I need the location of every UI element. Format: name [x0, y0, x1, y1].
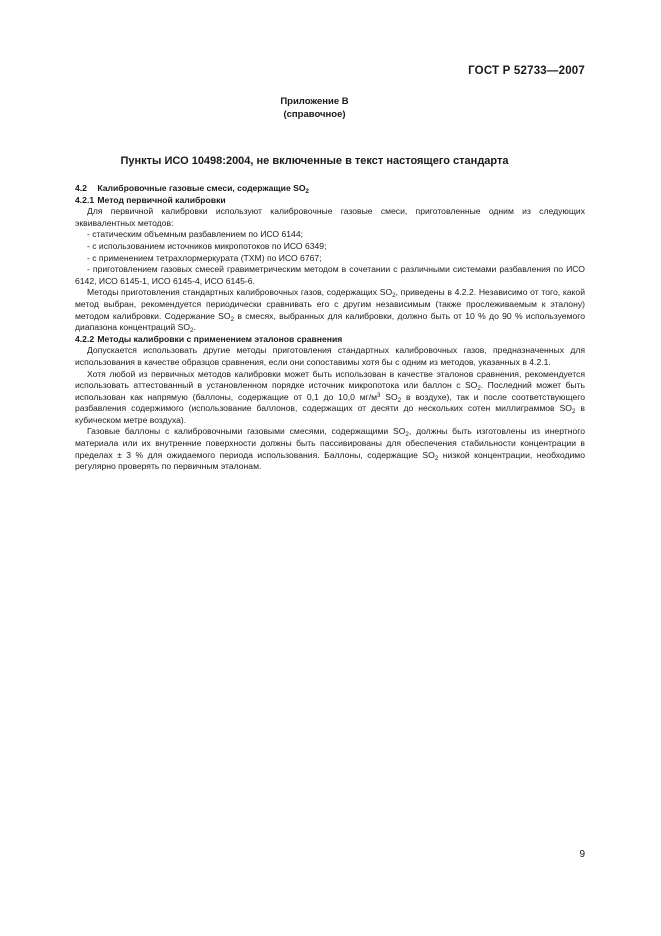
- appendix-title: Приложение В: [280, 96, 349, 107]
- section-heading-4-2: [75, 183, 585, 195]
- paragraph-gas-cylinders: [75, 426, 585, 472]
- page-number: 9: [579, 849, 585, 860]
- paragraph-methods: [75, 287, 585, 333]
- subscript: 2: [434, 454, 439, 462]
- section-heading-4-2-1: [75, 195, 585, 207]
- section-heading-4-2-2: [75, 334, 585, 346]
- document-title: Пункты ИСО 10498:2004, не включенные в текст настоящего стандарта: [120, 155, 509, 167]
- section-title: Метод первичной калибровки: [97, 194, 226, 205]
- text-run: . Последний может быть использован как напрямую (баллоны, содержащие от 0,1 до 10,0 мг/м: [75, 380, 585, 402]
- list-item: - статическим объемным разбавлением по ИСО 6144;: [87, 229, 304, 240]
- section-title: Калибровочные газовые смеси, содержащие SO: [97, 183, 306, 193]
- text-run: в кубическом метре воздуха).: [75, 403, 585, 425]
- text-run: Хотя любой из первичных методов калибровки может быть использован в качестве эталонов сравнения, рекомендуется использовать аттестованный в установленном порядке источник микропотока или баллон с SO: [75, 368, 585, 391]
- paragraph-other-methods: Допускается использовать другие методы приготовления стандартных калибровочных газов, предназначенных для использования в качестве образцов сравнения, если они сопоставимы хотя бы с одним из методов, указанных в 4.2.1.: [75, 345, 585, 367]
- text-run: Газовые баллоны с калибровочными газовыми смесями, содержащими SO: [87, 426, 406, 437]
- subscript: 2: [397, 396, 402, 404]
- subscript: 2: [572, 408, 576, 416]
- text-run: SO: [380, 391, 398, 402]
- appendix-heading: [0, 95, 629, 121]
- list-item: - приготовлением газовых смесей гравиметрическим методом в сочетании с различными системами разбавления по ИСО 6142, ИСО 6145-1, ИСО 6145-4, ИСО 6145-6.: [75, 264, 585, 286]
- section-number: 4.2: [75, 183, 87, 193]
- text-run: Методы приготовления стандартных калибровочных газов, содержащих SO: [87, 287, 393, 298]
- subscript: 2: [392, 292, 396, 300]
- standard-code-header: ГОСТ Р 52733—2007: [468, 65, 585, 77]
- superscript: 3: [377, 391, 381, 399]
- text-run: в воздухе), так и после соответствующего разбавления содержимого (использование баллонов, содержащих от десяти до нескольких сотен миллиграммов SO: [75, 391, 585, 414]
- text-run: , приведены в 4.2.2. Независимо от того, какой метод выбран, рекомендуется периодически сравнивать его с другим независимым (также прослеживаемым к эталону) методом калибровки. Содержание SO: [75, 287, 585, 321]
- paragraph-primary-calibration: Для первичной калибровки используют калибровочные газовые смеси, приготовленные одним из следующих эквивалентных методов:: [75, 206, 585, 228]
- subscript: 2: [190, 327, 194, 335]
- list-item: - с использованием источников микропотоков по ИСО 6349;: [87, 240, 327, 251]
- subscript: 2: [477, 385, 481, 393]
- section-number: 4.2.2: [75, 333, 95, 344]
- appendix-subtitle: (справочное): [283, 109, 346, 120]
- section-title: Методы калибровки с применением эталонов сравнения: [97, 333, 343, 344]
- document-body: [75, 183, 585, 473]
- text-run: в смесях, выбранных для калибровки, должно быть от 10 % до 90 % используемого диапазона концентраций SO: [75, 310, 586, 333]
- text-run: , должны быть изготовлены из инертного материала или их внутренние поверхности должны быть пассивированы для обеспечения стабильности концентрации в пределах ± 3 % для ожидаемого периода использования. Баллоны, содержащие SO: [75, 426, 585, 460]
- paragraph-reference-standards: [75, 369, 585, 427]
- text-run: .: [193, 322, 196, 333]
- text-run: низкой концентрации, необходимо регулярно проверять по первичным эталонам.: [75, 449, 586, 472]
- list-item: - с применением тетрахлормеркурата (ТХМ) по ИСО 6767;: [87, 252, 322, 263]
- subscript: 2: [305, 188, 309, 195]
- section-number: 4.2.1: [75, 194, 95, 205]
- subscript: 2: [230, 315, 235, 323]
- subscript: 2: [405, 431, 409, 439]
